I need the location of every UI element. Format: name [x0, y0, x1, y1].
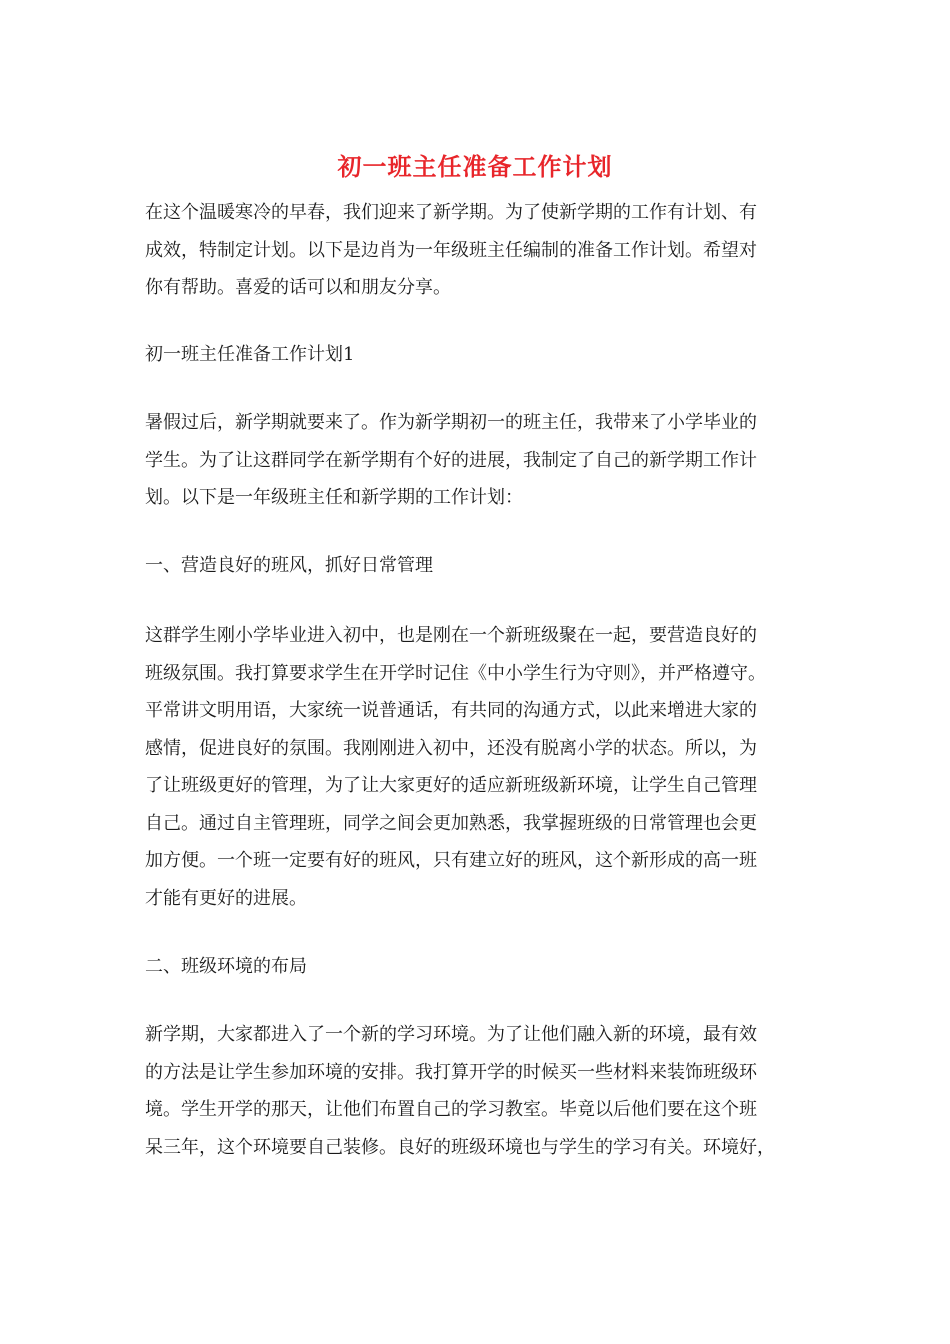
document-title: 初一班主任准备工作计划 — [337, 152, 613, 181]
section1-line: 加方便。一个班一定要有好的班风，只有建立好的班风，这个新形成的高一班 — [145, 850, 757, 871]
section1-body-paragraph — [145, 617, 810, 917]
section1-line: 感情，促进良好的氛围。我刚刚进入初中，还没有脱离小学的状态。所以，为 — [145, 737, 757, 759]
section1-line: 这群学生刚小学毕业进入初中，也是刚在一个新班级聚在一起，要营造良好的 — [145, 625, 757, 646]
intro-paragraph — [145, 194, 810, 307]
plan-heading-paragraph — [145, 336, 810, 374]
section2-line: 新学期，大家都进入了一个新的学习环境。为了让他们融入新的环境，最有效 — [145, 1024, 757, 1045]
section2-line: 呆三年，这个环境要自己装修。良好的班级环境也与学生的学习有关。环境好， — [145, 1136, 775, 1158]
section2-heading-paragraph — [145, 948, 810, 986]
intro-line: 成效，特制定计划。以下是边肖为一年级班主任编制的准备工作计划。希望对 — [145, 239, 757, 261]
section1-heading-paragraph — [145, 547, 810, 585]
section1-line: 才能有更好的进展。 — [145, 887, 307, 909]
plan-intro-line: 暑假过后，新学期就要来了。作为新学期初一的班主任，我带来了小学毕业的 — [145, 412, 757, 433]
section1-line: 班级氛围。我打算要求学生在开学时记住《中小学生行为守则》，并严格遵守。 — [145, 662, 766, 684]
section1-line: 自己。通过自主管理班，同学之间会更加熟悉，我掌握班级的日常管理也会更 — [145, 812, 757, 834]
section1-line: 了让班级更好的管理，为了让大家更好的适应新班级新环境，让学生自己管理 — [145, 775, 757, 796]
section2-heading: 二、班级环境的布局 — [145, 956, 307, 977]
section1-line: 平常讲文明用语，大家统一说普通话，有共同的沟通方式，以此来增进大家的 — [145, 700, 757, 721]
section2-line: 境。学生开学的那天，让他们布置自己的学习教室。毕竟以后他们要在这个班 — [145, 1099, 757, 1120]
plan-intro-line: 学生。为了让这群同学在新学期有个好的进展，我制定了自己的新学期工作计 — [145, 449, 757, 471]
section1-heading: 一、营造良好的班风，抓好日常管理 — [145, 555, 433, 576]
intro-line: 在这个温暖寒冷的早春，我们迎来了新学期。为了使新学期的工作有计划、有 — [145, 202, 757, 223]
plan-intro-paragraph — [145, 404, 810, 517]
section2-body-paragraph — [145, 1016, 810, 1166]
plan-heading: 初一班主任准备工作计划1 — [145, 344, 355, 365]
section2-line: 的方法是让学生参加环境的安排。我打算开学的时候买一些材料来装饰班级环 — [145, 1061, 757, 1083]
intro-line: 你有帮助。喜爱的话可以和朋友分享。 — [145, 277, 451, 298]
plan-intro-line: 划。以下是一年级班主任和新学期的工作计划： — [145, 487, 523, 508]
